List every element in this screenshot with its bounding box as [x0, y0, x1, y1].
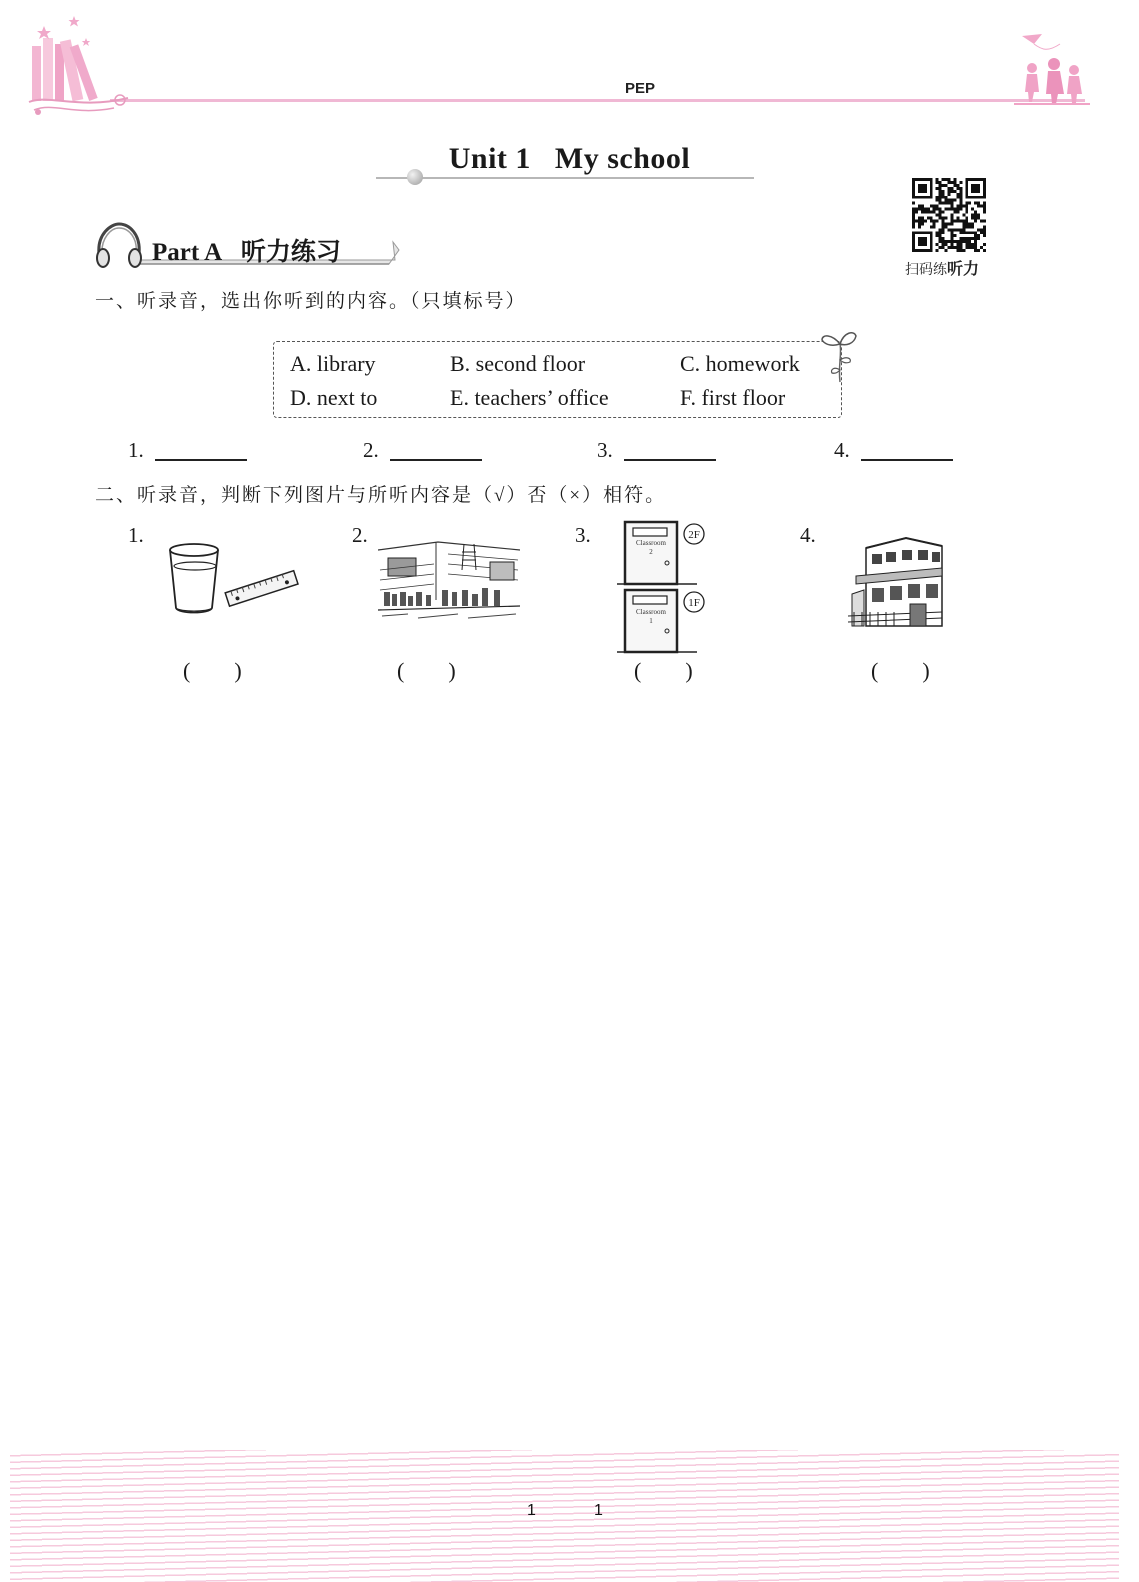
- option-b: B. second floor: [450, 351, 586, 376]
- door-top-label: Classroom: [636, 539, 666, 547]
- title-bullet: [407, 169, 423, 185]
- option-e: E. teachers’ office: [450, 385, 609, 410]
- header-rule: [110, 99, 1085, 102]
- qr-caption-bold: 听力: [947, 261, 980, 278]
- glass-and-ruler-picture: [160, 538, 300, 618]
- answer-blank-4[interactable]: [861, 459, 953, 461]
- item-number-2: 2.: [352, 523, 368, 547]
- option-a: A. library: [290, 351, 376, 376]
- door-classroom-1: [617, 590, 704, 652]
- item-number-1: 1.: [128, 523, 144, 547]
- door-bottom-number: 1: [649, 617, 653, 625]
- answer-paren-1[interactable]: ( ): [183, 658, 242, 683]
- blank-number-3: 3.: [597, 438, 613, 462]
- answer-paren-3[interactable]: ( ): [634, 658, 693, 683]
- qr-caption-prefix: 扫码练: [905, 261, 947, 277]
- children-kite-icon: [1012, 30, 1092, 105]
- section1-title: 一、听录音，选出你听到的内容。（只填标号）: [95, 291, 527, 312]
- headphones-icon: [97, 224, 141, 267]
- part-a-title: Part A 听力练习: [152, 239, 341, 266]
- option-f: F. first floor: [680, 385, 786, 410]
- door-top-number: 2: [649, 548, 653, 556]
- item-number-3: 3.: [575, 523, 591, 547]
- blank-number-2: 2.: [363, 438, 379, 462]
- answer-paren-2[interactable]: ( ): [397, 658, 456, 683]
- floor-badge-2f: 2F: [688, 529, 700, 541]
- item-number-4: 4.: [800, 523, 816, 547]
- sprout-leaf-icon: [818, 326, 860, 384]
- answer-blank-1[interactable]: [155, 459, 247, 461]
- glass-icon: [170, 544, 218, 613]
- answer-blank-3[interactable]: [624, 459, 716, 461]
- page-number-right: 1: [594, 1502, 603, 1519]
- option-c: C. homework: [680, 351, 800, 376]
- qr-code[interactable]: [912, 178, 986, 252]
- door-classroom-2: [617, 522, 704, 584]
- option-d: D. next to: [290, 385, 378, 410]
- library-room-picture: [378, 540, 520, 622]
- blank-number-4: 4.: [834, 438, 850, 462]
- classroom-doors-picture: [617, 518, 713, 654]
- page-number-left: 1: [527, 1502, 536, 1519]
- section2-title: 二、听录音，判断下列图片与所听内容是（√）否（×）相符。: [95, 485, 667, 506]
- answer-blank-2[interactable]: [390, 459, 482, 461]
- ruler-icon: [225, 571, 298, 607]
- header-label: PEP: [625, 80, 656, 97]
- answer-paren-4[interactable]: ( ): [871, 658, 930, 683]
- door-bottom-label: Classroom: [636, 608, 666, 616]
- qr-finder-square: [971, 184, 980, 193]
- qr-caption: [905, 256, 979, 279]
- blank-number-1: 1.: [128, 438, 144, 462]
- floor-badge-1f: 1F: [688, 597, 700, 609]
- unit-title: Unit 1 My school: [448, 142, 691, 175]
- title-underline: [376, 177, 754, 179]
- qr-finder-square: [918, 184, 927, 193]
- books-decoration-icon: [24, 14, 134, 119]
- footer-band: [10, 1450, 1119, 1582]
- school-building-picture: [846, 534, 946, 628]
- qr-finder-square: [918, 237, 927, 246]
